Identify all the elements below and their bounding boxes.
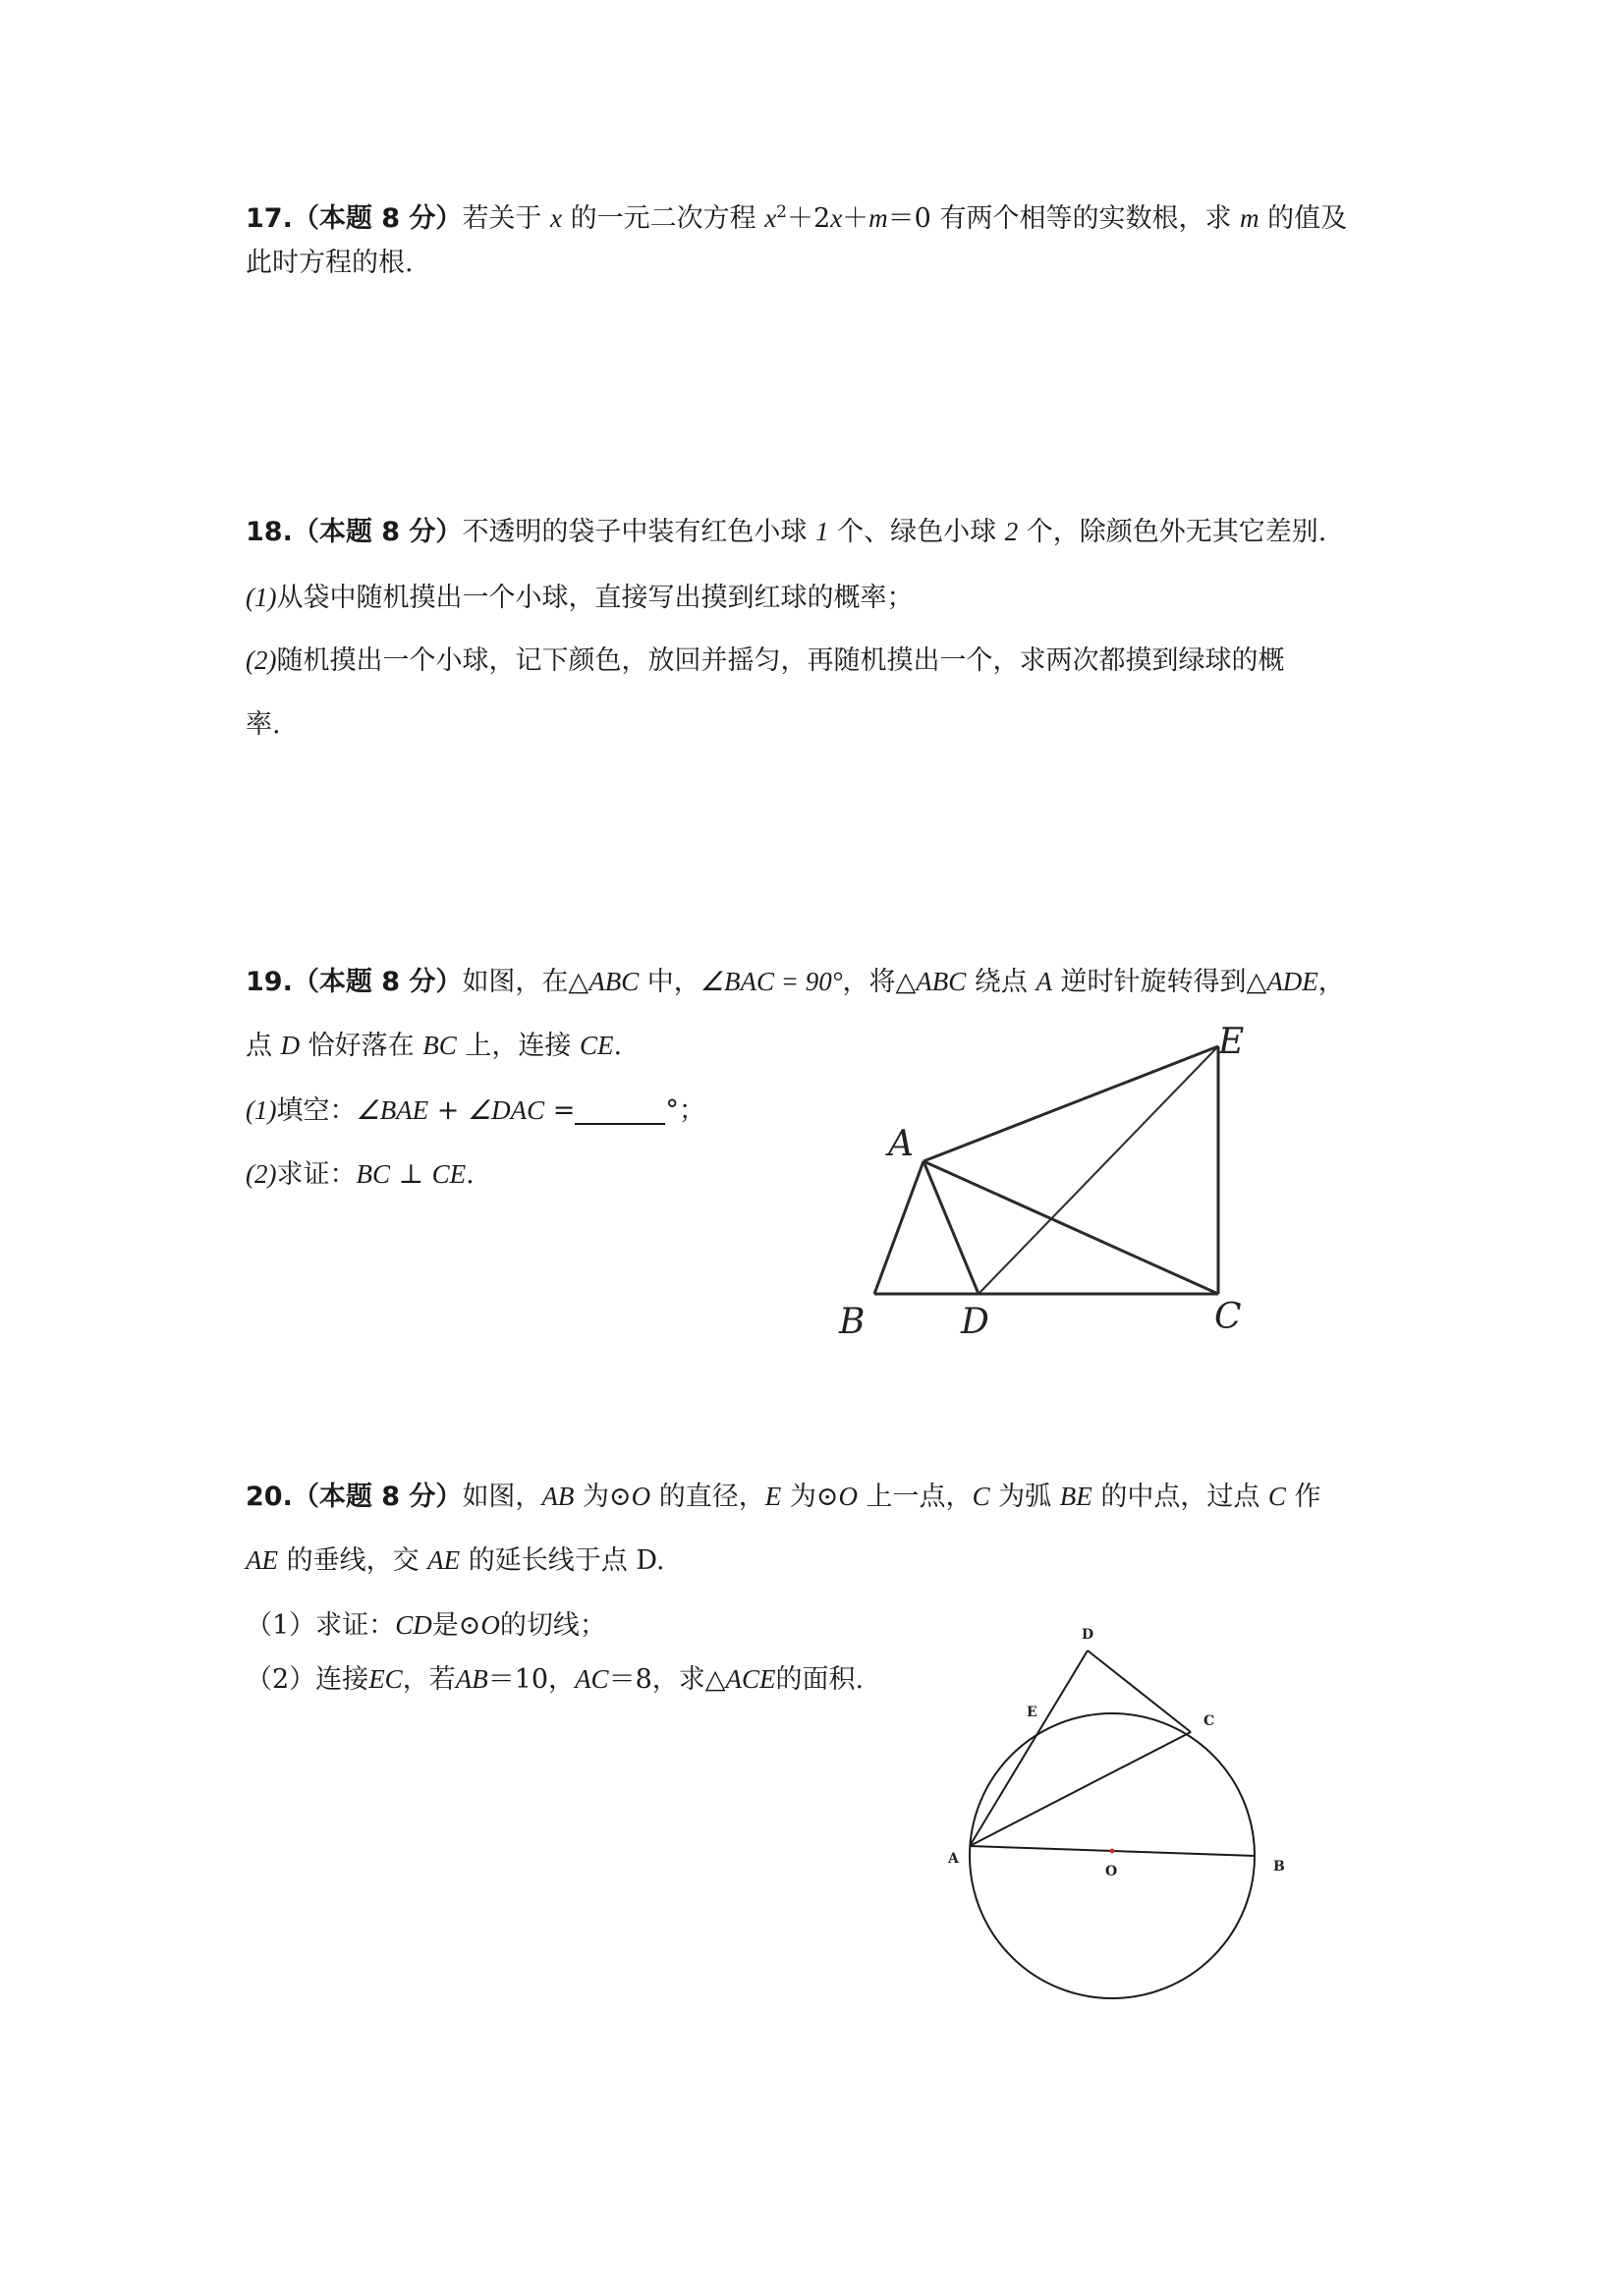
q18-part1: (1)从袋中随机摸出一个小球，直接写出摸到红球的概率；: [246, 583, 914, 613]
label-C: C: [1214, 1297, 1242, 1337]
q20-score: （本题 8 分）: [292, 1482, 463, 1512]
center-point: [1110, 1849, 1115, 1854]
q20-figure: [933, 1621, 1316, 2014]
label-E: E: [1218, 1022, 1245, 1062]
segment-DC: [1088, 1651, 1191, 1732]
q17-line1: 17.（本题 8 分）若关于 x 的一元二次方程 $x^2+2x+m=0$ 有两个相等的实数根，求 m 的值及: [246, 202, 1348, 234]
q18-score: （本题 8 分）: [292, 517, 463, 547]
segment-AC: [923, 1161, 1218, 1294]
label-B: B: [839, 1302, 866, 1342]
segment-AE: [923, 1046, 1218, 1161]
q19-figure: [825, 1012, 1297, 1346]
label-B: B: [1273, 1859, 1285, 1875]
q18-part2: (2)随机摸出一个小球，记下颜色，放回并摇匀，再随机摸出一个，求两次都摸到绿球的概: [246, 645, 1285, 676]
circle-O: [970, 1713, 1255, 1998]
label-A: A: [888, 1124, 914, 1164]
q20-part1: （1）求证：CD是⊙O的切线；: [246, 1610, 606, 1641]
q19-score: （本题 8 分）: [292, 967, 463, 997]
answer-blank[interactable]: [575, 1093, 665, 1125]
q18-line1: 18.（本题 8 分）不透明的袋子中装有红色小球 1 个、绿色小球 2 个，除颜色外无其它差别.: [246, 517, 1327, 547]
q20-line2: AE 的垂线，交 AE 的延长线于点 D.: [246, 1545, 665, 1576]
q20-line1: 20.（本题 8 分）如图，AB 为⊙O 的直径，E 为⊙O 上一点，C 为弧 BE 的中点，过点 C 作: [246, 1482, 1321, 1512]
segment-AB: [874, 1161, 923, 1294]
q18-part2-end: 率.: [246, 709, 281, 740]
q19-number: 19.: [246, 967, 293, 997]
q19-line2: 点 D 恰好落在 BC 上，连接 CE.: [246, 1031, 623, 1061]
label-C: C: [1203, 1713, 1215, 1729]
label-D: D: [1082, 1627, 1094, 1643]
segment-AC: [970, 1732, 1191, 1846]
q18-number: 18.: [246, 517, 293, 547]
q20-number: 20.: [246, 1482, 293, 1512]
q19-part2: (2)求证：BC ⊥ CE.: [246, 1159, 475, 1190]
q17-score: （本题 8 分）: [292, 203, 463, 234]
label-A: A: [948, 1851, 959, 1867]
q19-part1: (1)填空：∠BAE + ∠DAC = °；: [246, 1095, 705, 1126]
label-O: O: [1105, 1864, 1118, 1879]
q19-line1: 19.（本题 8 分）如图，在△ABC 中，∠BAC = 90°，将△ABC 绕点 A 逆时针旋转得到△ADE，: [246, 967, 1345, 997]
segment-DE: [979, 1046, 1218, 1294]
label-D: D: [961, 1302, 989, 1342]
q17-number: 17.: [246, 203, 293, 234]
q17-line2: 此时方程的根.: [246, 248, 414, 278]
q20-part2: （2）连接EC，若AB＝10，AC＝8，求△ACE的面积.: [246, 1664, 865, 1695]
label-E: E: [1027, 1705, 1037, 1720]
